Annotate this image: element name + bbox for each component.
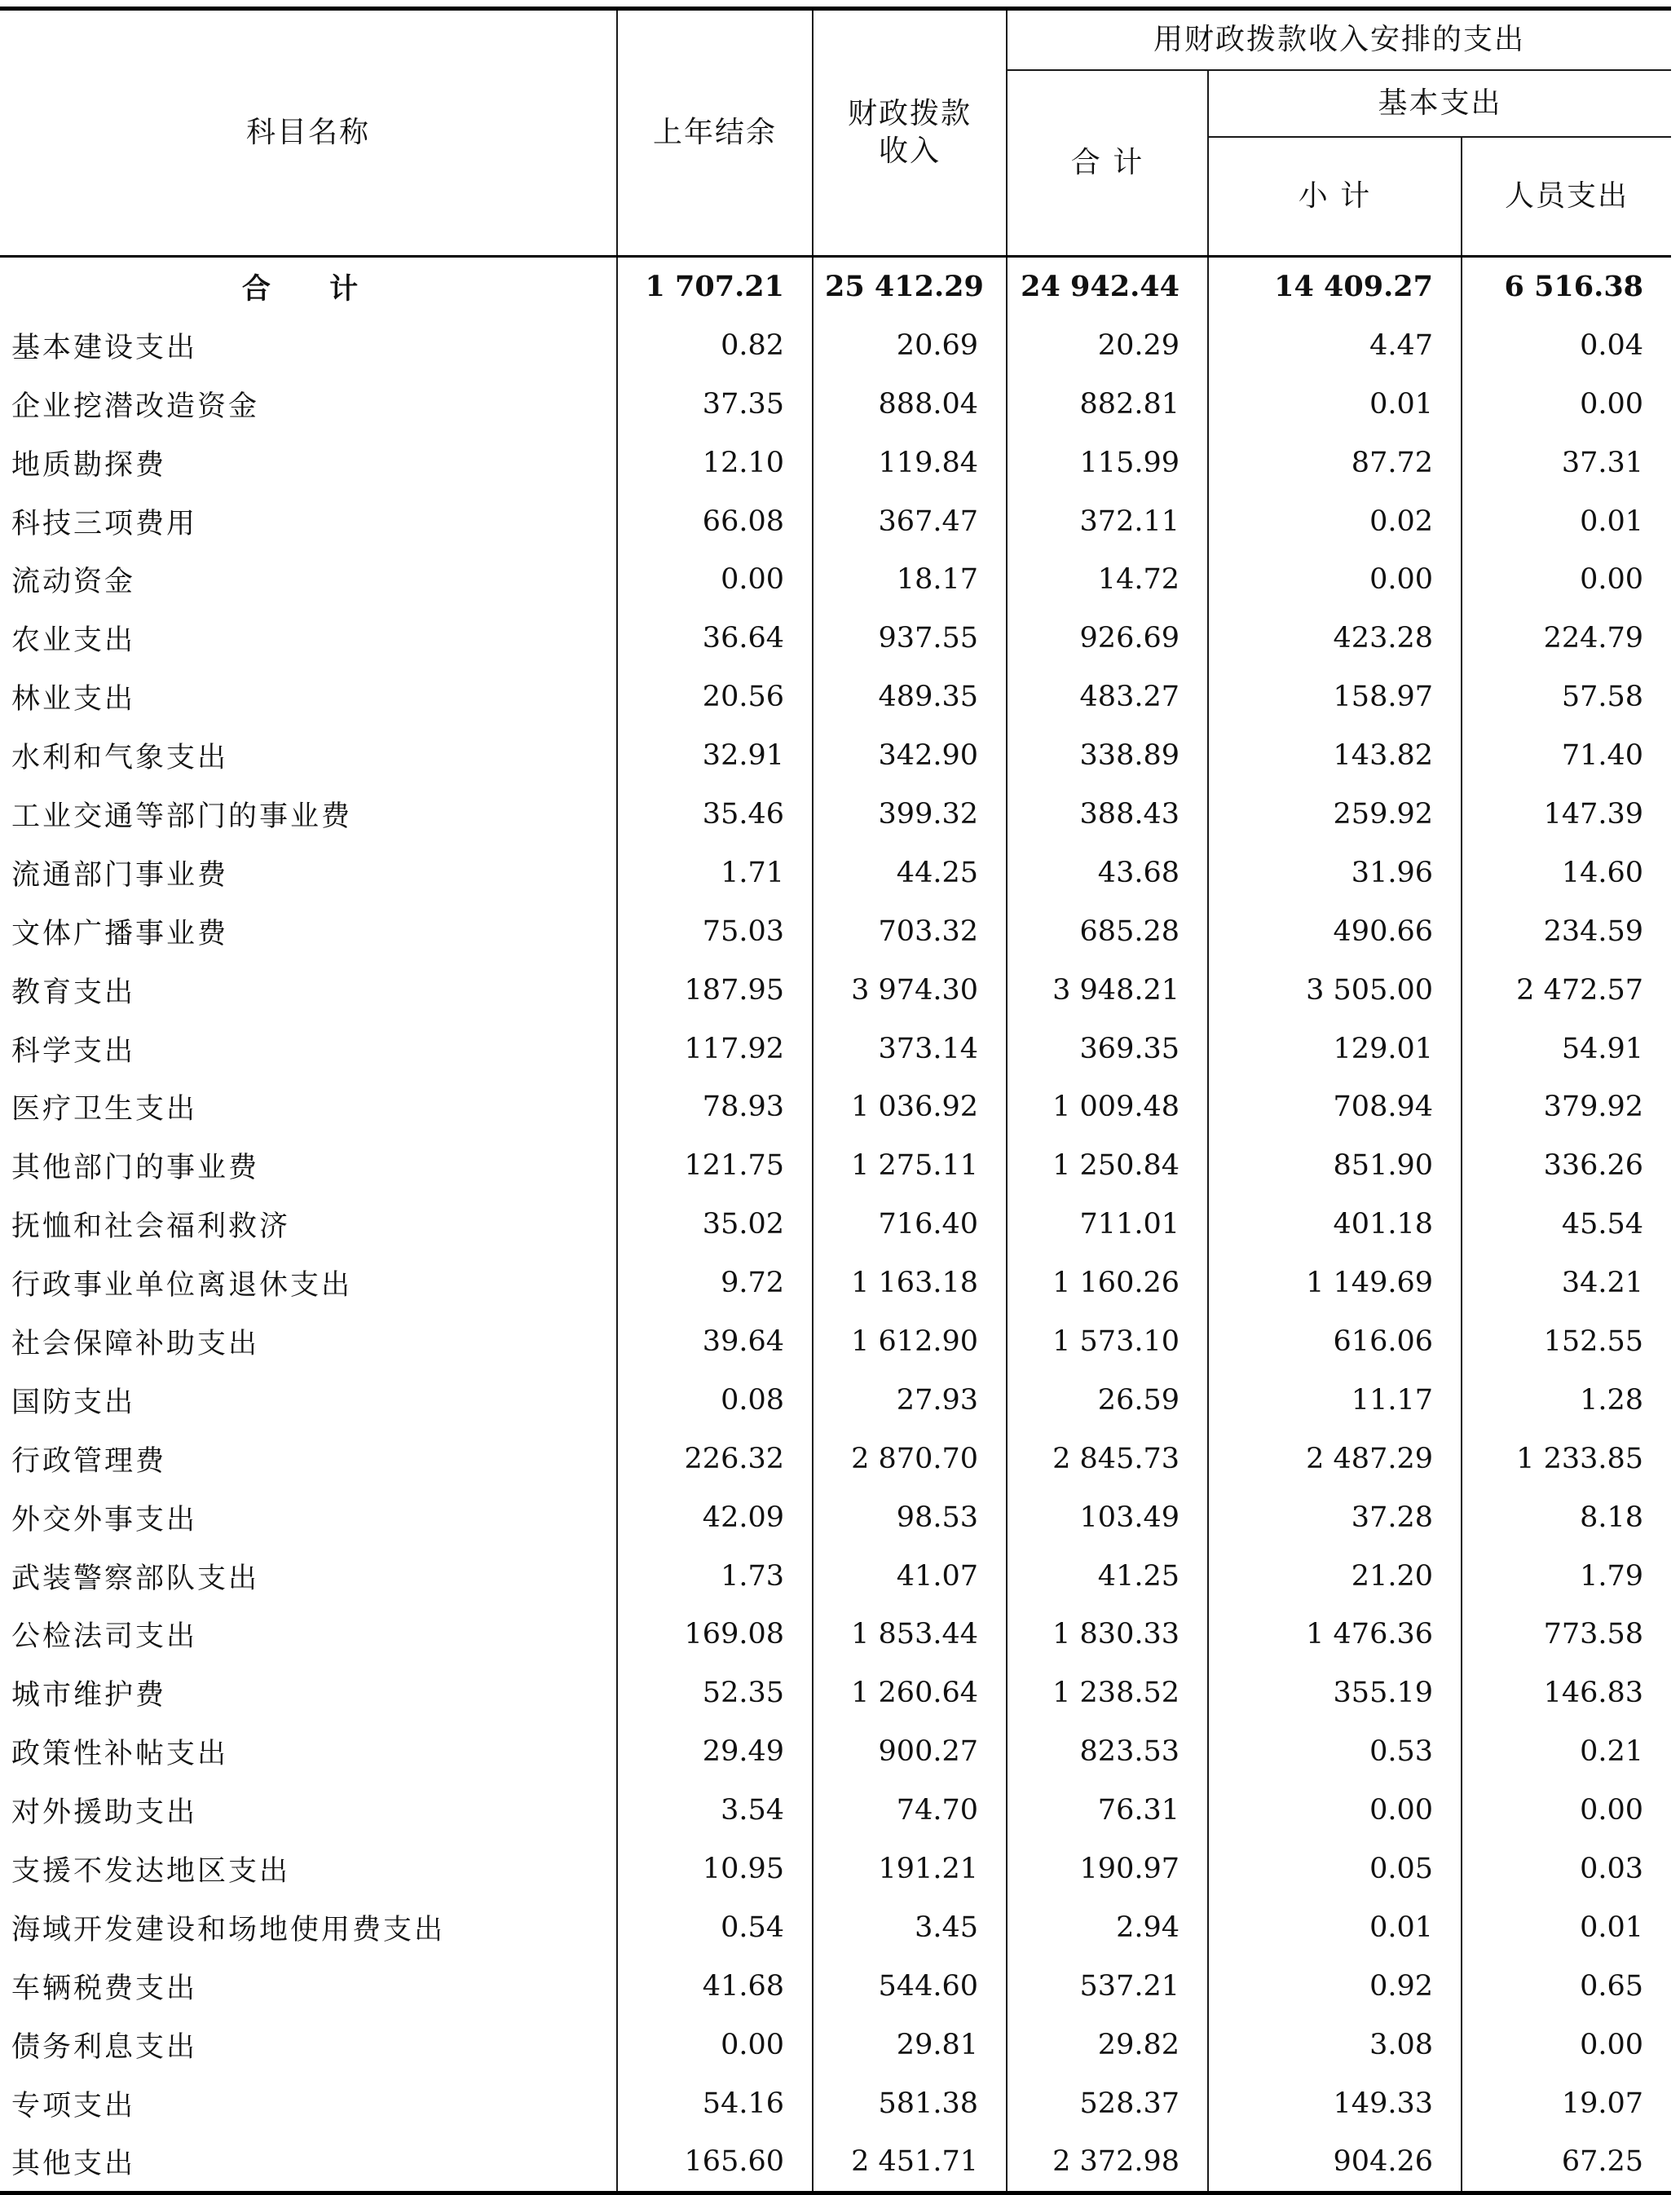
cell-fiscal-income: 18.17	[813, 550, 1007, 609]
cell-subject: 抚恤和社会福利救济	[0, 1195, 617, 1254]
cell-subtotal: 259.92	[1208, 785, 1462, 844]
table-row	[0, 2016, 1671, 2074]
cell-fiscal-income: 2 451.71	[813, 2133, 1007, 2193]
cell-fiscal-income: 342.90	[813, 726, 1007, 785]
cell-subject: 城市维护费	[0, 1664, 617, 1722]
cell-fiscal-income: 373.14	[813, 1020, 1007, 1078]
cell-personnel: 0.00	[1462, 1781, 1671, 1840]
cell-personnel: 2 472.57	[1462, 961, 1671, 1020]
cell-fiscal-income: 98.53	[813, 1488, 1007, 1547]
cell-subject: 基本建设支出	[0, 316, 617, 375]
header-prev-balance: 上年结余	[617, 9, 813, 257]
cell-subtotal: 0.00	[1208, 1781, 1462, 1840]
cell-subject: 对外援助支出	[0, 1781, 617, 1840]
table-row	[0, 2074, 1671, 2133]
cell-personnel: 0.01	[1462, 1898, 1671, 1957]
cell-subtotal: 1 476.36	[1208, 1605, 1462, 1664]
table-row	[0, 1722, 1671, 1781]
header-personnel: 人员支出	[1462, 137, 1671, 257]
cell-total: 528.37	[1007, 2074, 1208, 2133]
cell-total: 3 948.21	[1007, 961, 1208, 1020]
cell-subtotal: 0.00	[1208, 550, 1462, 609]
cell-fiscal-income: 119.84	[813, 434, 1007, 492]
cell-fiscal-income: 703.32	[813, 902, 1007, 961]
cell-personnel: 379.92	[1462, 1078, 1671, 1136]
cell-fiscal-income: 3 974.30	[813, 961, 1007, 1020]
cell-subject: 水利和气象支出	[0, 726, 617, 785]
cell-prev-balance: 66.08	[617, 492, 813, 551]
cell-prev-balance: 42.09	[617, 1488, 813, 1547]
cell-subtotal: 11.17	[1208, 1371, 1462, 1430]
cell-subtotal: 143.82	[1208, 726, 1462, 785]
table-header	[0, 9, 1671, 257]
cell-prev-balance: 29.49	[617, 1722, 813, 1781]
cell-personnel: 0.65	[1462, 1957, 1671, 2016]
cell-personnel: 146.83	[1462, 1664, 1671, 1722]
cell-prev-balance: 10.95	[617, 1840, 813, 1898]
cell-subject: 科技三项费用	[0, 492, 617, 551]
cell-prev-balance: 187.95	[617, 961, 813, 1020]
cell-prev-balance: 169.08	[617, 1605, 813, 1664]
cell-subject: 债务利息支出	[0, 2016, 617, 2074]
cell-prev-balance: 0.82	[617, 316, 813, 375]
cell-subject: 林业支出	[0, 668, 617, 726]
cell-subtotal: 401.18	[1208, 1195, 1462, 1254]
table-row	[0, 726, 1671, 785]
cell-subtotal: 616.06	[1208, 1312, 1462, 1371]
header-subtotal: 小 计	[1208, 137, 1462, 257]
cell-subject: 海域开发建设和场地使用费支出	[0, 1898, 617, 1957]
cell-personnel: 14.60	[1462, 844, 1671, 902]
cell-subject: 社会保障补助支出	[0, 1312, 617, 1371]
cell-fiscal-income: 716.40	[813, 1195, 1007, 1254]
cell-subtotal: 14 409.27	[1208, 257, 1462, 316]
cell-personnel: 0.00	[1462, 375, 1671, 434]
cell-personnel: 1.28	[1462, 1371, 1671, 1430]
cell-personnel: 147.39	[1462, 785, 1671, 844]
cell-personnel: 34.21	[1462, 1254, 1671, 1312]
cell-fiscal-income: 544.60	[813, 1957, 1007, 2016]
cell-subject: 企业挖潜改造资金	[0, 375, 617, 434]
table-row	[0, 668, 1671, 726]
table-row	[0, 1488, 1671, 1547]
cell-total: 41.25	[1007, 1547, 1208, 1606]
cell-fiscal-income: 44.25	[813, 844, 1007, 902]
cell-prev-balance: 36.64	[617, 609, 813, 668]
cell-subtotal: 0.92	[1208, 1957, 1462, 2016]
cell-subject: 武装警察部队支出	[0, 1547, 617, 1606]
cell-subject: 流通部门事业费	[0, 844, 617, 902]
table-row	[0, 844, 1671, 902]
table-row	[0, 1547, 1671, 1606]
cell-personnel: 152.55	[1462, 1312, 1671, 1371]
cell-total: 1 250.84	[1007, 1136, 1208, 1195]
cell-total: 76.31	[1007, 1781, 1208, 1840]
cell-fiscal-income: 581.38	[813, 2074, 1007, 2133]
cell-prev-balance: 32.91	[617, 726, 813, 785]
cell-total: 926.69	[1007, 609, 1208, 668]
header-basic-group: 基本支出	[1208, 70, 1671, 137]
fiscal-expenditure-table	[0, 7, 1671, 2195]
cell-prev-balance: 12.10	[617, 434, 813, 492]
cell-subject: 工业交通等部门的事业费	[0, 785, 617, 844]
cell-personnel: 1.79	[1462, 1547, 1671, 1606]
cell-personnel: 0.01	[1462, 492, 1671, 551]
cell-subtotal: 423.28	[1208, 609, 1462, 668]
cell-subtotal: 0.05	[1208, 1840, 1462, 1898]
cell-subtotal: 2 487.29	[1208, 1430, 1462, 1488]
cell-subject: 其他部门的事业费	[0, 1136, 617, 1195]
cell-total: 43.68	[1007, 844, 1208, 902]
cell-total: 2 372.98	[1007, 2133, 1208, 2193]
cell-total: 1 830.33	[1007, 1605, 1208, 1664]
header-total: 合 计	[1007, 70, 1208, 257]
cell-subject: 行政事业单位离退休支出	[0, 1254, 617, 1312]
cell-personnel: 0.03	[1462, 1840, 1671, 1898]
cell-prev-balance: 1 707.21	[617, 257, 813, 316]
cell-subject: 车辆税费支出	[0, 1957, 617, 2016]
header-group-title: 用财政拨款收入安排的支出	[1007, 9, 1671, 71]
cell-subtotal: 708.94	[1208, 1078, 1462, 1136]
cell-subtotal: 0.01	[1208, 1898, 1462, 1957]
cell-subtotal: 4.47	[1208, 316, 1462, 375]
cell-fiscal-income: 20.69	[813, 316, 1007, 375]
cell-subtotal: 87.72	[1208, 434, 1462, 492]
cell-prev-balance: 165.60	[617, 2133, 813, 2193]
table-row	[0, 1605, 1671, 1664]
cell-prev-balance: 75.03	[617, 902, 813, 961]
cell-fiscal-income: 1 275.11	[813, 1136, 1007, 1195]
cell-subtotal: 158.97	[1208, 668, 1462, 726]
cell-subject: 合 计	[0, 257, 617, 316]
cell-subtotal: 904.26	[1208, 2133, 1462, 2193]
cell-subtotal: 37.28	[1208, 1488, 1462, 1547]
cell-total: 882.81	[1007, 375, 1208, 434]
cell-subject: 支援不发达地区支出	[0, 1840, 617, 1898]
cell-fiscal-income: 1 260.64	[813, 1664, 1007, 1722]
cell-personnel: 67.25	[1462, 2133, 1671, 2193]
cell-total: 24 942.44	[1007, 257, 1208, 316]
cell-personnel: 6 516.38	[1462, 257, 1671, 316]
table-row	[0, 375, 1671, 434]
cell-fiscal-income: 1 036.92	[813, 1078, 1007, 1136]
cell-subject: 地质勘探费	[0, 434, 617, 492]
cell-total: 115.99	[1007, 434, 1208, 492]
cell-personnel: 71.40	[1462, 726, 1671, 785]
cell-prev-balance: 3.54	[617, 1781, 813, 1840]
cell-fiscal-income: 27.93	[813, 1371, 1007, 1430]
cell-prev-balance: 37.35	[617, 375, 813, 434]
cell-fiscal-income: 74.70	[813, 1781, 1007, 1840]
cell-personnel: 8.18	[1462, 1488, 1671, 1547]
table-row	[0, 1078, 1671, 1136]
cell-total: 338.89	[1007, 726, 1208, 785]
cell-personnel: 234.59	[1462, 902, 1671, 961]
cell-fiscal-income: 25 412.29	[813, 257, 1007, 316]
cell-personnel: 0.00	[1462, 2016, 1671, 2074]
cell-total: 372.11	[1007, 492, 1208, 551]
cell-prev-balance: 226.32	[617, 1430, 813, 1488]
table-row	[0, 1312, 1671, 1371]
table-row	[0, 902, 1671, 961]
cell-prev-balance: 39.64	[617, 1312, 813, 1371]
cell-prev-balance: 1.73	[617, 1547, 813, 1606]
cell-subtotal: 3 505.00	[1208, 961, 1462, 1020]
cell-fiscal-income: 888.04	[813, 375, 1007, 434]
cell-total: 823.53	[1007, 1722, 1208, 1781]
cell-subject: 教育支出	[0, 961, 617, 1020]
cell-fiscal-income: 1 163.18	[813, 1254, 1007, 1312]
cell-total: 685.28	[1007, 902, 1208, 961]
cell-total: 2.94	[1007, 1898, 1208, 1957]
cell-personnel: 336.26	[1462, 1136, 1671, 1195]
cell-total: 29.82	[1007, 2016, 1208, 2074]
cell-total: 1 238.52	[1007, 1664, 1208, 1722]
table-row	[0, 1898, 1671, 1957]
cell-personnel: 37.31	[1462, 434, 1671, 492]
cell-personnel: 773.58	[1462, 1605, 1671, 1664]
cell-total: 1 573.10	[1007, 1312, 1208, 1371]
cell-fiscal-income: 937.55	[813, 609, 1007, 668]
cell-prev-balance: 20.56	[617, 668, 813, 726]
cell-subject: 农业支出	[0, 609, 617, 668]
cell-prev-balance: 41.68	[617, 1957, 813, 2016]
cell-total: 483.27	[1007, 668, 1208, 726]
cell-prev-balance: 1.71	[617, 844, 813, 902]
cell-prev-balance: 0.00	[617, 550, 813, 609]
cell-prev-balance: 54.16	[617, 2074, 813, 2133]
cell-fiscal-income: 900.27	[813, 1722, 1007, 1781]
cell-personnel: 0.21	[1462, 1722, 1671, 1781]
cell-subject: 行政管理费	[0, 1430, 617, 1488]
cell-fiscal-income: 399.32	[813, 785, 1007, 844]
cell-personnel: 224.79	[1462, 609, 1671, 668]
cell-total: 2 845.73	[1007, 1430, 1208, 1488]
cell-total: 103.49	[1007, 1488, 1208, 1547]
total-row	[0, 257, 1671, 316]
table-row	[0, 1430, 1671, 1488]
cell-subtotal: 129.01	[1208, 1020, 1462, 1078]
table-row	[0, 961, 1671, 1020]
table-row	[0, 1254, 1671, 1312]
table-row	[0, 2133, 1671, 2193]
cell-prev-balance: 35.02	[617, 1195, 813, 1254]
cell-subtotal: 0.02	[1208, 492, 1462, 551]
cell-subtotal: 3.08	[1208, 2016, 1462, 2074]
table-row	[0, 550, 1671, 609]
cell-prev-balance: 117.92	[617, 1020, 813, 1078]
cell-personnel: 1 233.85	[1462, 1430, 1671, 1488]
table-row	[0, 1136, 1671, 1195]
table-row	[0, 1781, 1671, 1840]
cell-total: 20.29	[1007, 316, 1208, 375]
cell-subtotal: 851.90	[1208, 1136, 1462, 1195]
cell-total: 26.59	[1007, 1371, 1208, 1430]
cell-fiscal-income: 489.35	[813, 668, 1007, 726]
cell-personnel: 57.58	[1462, 668, 1671, 726]
cell-subject: 医疗卫生支出	[0, 1078, 617, 1136]
cell-fiscal-income: 1 612.90	[813, 1312, 1007, 1371]
cell-fiscal-income: 3.45	[813, 1898, 1007, 1957]
table-row	[0, 434, 1671, 492]
cell-personnel: 45.54	[1462, 1195, 1671, 1254]
cell-subtotal: 31.96	[1208, 844, 1462, 902]
cell-subtotal: 355.19	[1208, 1664, 1462, 1722]
cell-subject: 公检法司支出	[0, 1605, 617, 1664]
cell-prev-balance: 35.46	[617, 785, 813, 844]
table-row	[0, 316, 1671, 375]
cell-personnel: 54.91	[1462, 1020, 1671, 1078]
cell-subtotal: 0.53	[1208, 1722, 1462, 1781]
table-row	[0, 1195, 1671, 1254]
cell-personnel: 0.04	[1462, 316, 1671, 375]
table-row	[0, 1840, 1671, 1898]
cell-total: 711.01	[1007, 1195, 1208, 1254]
table-row	[0, 492, 1671, 551]
table-row	[0, 609, 1671, 668]
cell-total: 1 160.26	[1007, 1254, 1208, 1312]
cell-fiscal-income: 191.21	[813, 1840, 1007, 1898]
cell-prev-balance: 9.72	[617, 1254, 813, 1312]
cell-prev-balance: 0.54	[617, 1898, 813, 1957]
header-subject: 科目名称	[0, 9, 617, 257]
header-fiscal-income: 财政拨款 收入	[813, 9, 1007, 257]
table-row	[0, 785, 1671, 844]
cell-total: 388.43	[1007, 785, 1208, 844]
cell-fiscal-income: 2 870.70	[813, 1430, 1007, 1488]
cell-personnel: 19.07	[1462, 2074, 1671, 2133]
cell-subtotal: 149.33	[1208, 2074, 1462, 2133]
cell-subject: 外交外事支出	[0, 1488, 617, 1547]
cell-subtotal: 0.01	[1208, 375, 1462, 434]
cell-fiscal-income: 41.07	[813, 1547, 1007, 1606]
cell-subject: 国防支出	[0, 1371, 617, 1430]
cell-fiscal-income: 29.81	[813, 2016, 1007, 2074]
cell-subtotal: 1 149.69	[1208, 1254, 1462, 1312]
cell-total: 369.35	[1007, 1020, 1208, 1078]
cell-fiscal-income: 1 853.44	[813, 1605, 1007, 1664]
cell-total: 1 009.48	[1007, 1078, 1208, 1136]
cell-prev-balance: 0.00	[617, 2016, 813, 2074]
cell-subject: 科学支出	[0, 1020, 617, 1078]
table-body	[0, 257, 1671, 2193]
cell-subtotal: 490.66	[1208, 902, 1462, 961]
cell-prev-balance: 52.35	[617, 1664, 813, 1722]
table-row	[0, 1371, 1671, 1430]
table-row	[0, 1957, 1671, 2016]
cell-total: 190.97	[1007, 1840, 1208, 1898]
cell-subtotal: 21.20	[1208, 1547, 1462, 1606]
cell-subject: 文体广播事业费	[0, 902, 617, 961]
table-row	[0, 1664, 1671, 1722]
cell-total: 537.21	[1007, 1957, 1208, 2016]
cell-prev-balance: 78.93	[617, 1078, 813, 1136]
table-row	[0, 1020, 1671, 1078]
cell-fiscal-income: 367.47	[813, 492, 1007, 551]
cell-subject: 政策性补帖支出	[0, 1722, 617, 1781]
cell-personnel: 0.00	[1462, 550, 1671, 609]
cell-prev-balance: 121.75	[617, 1136, 813, 1195]
cell-subject: 专项支出	[0, 2074, 617, 2133]
cell-total: 14.72	[1007, 550, 1208, 609]
cell-subject: 其他支出	[0, 2133, 617, 2193]
cell-subject: 流动资金	[0, 550, 617, 609]
cell-prev-balance: 0.08	[617, 1371, 813, 1430]
